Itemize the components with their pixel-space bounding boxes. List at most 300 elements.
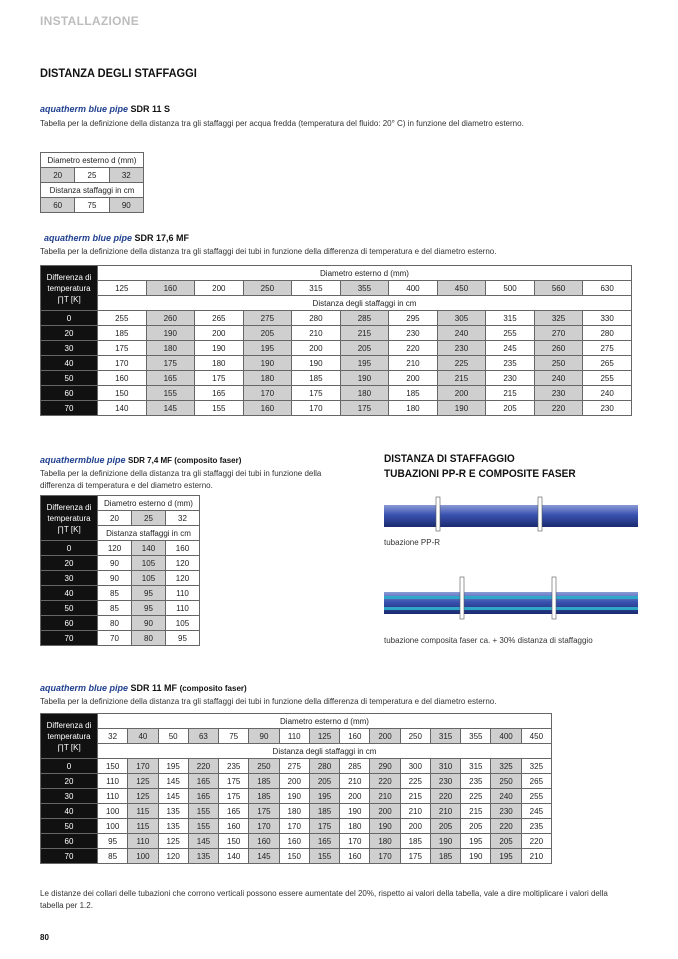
value-cell: 265 bbox=[583, 356, 632, 371]
table-row bbox=[41, 729, 552, 744]
value-cell: 220 bbox=[534, 401, 583, 416]
value-cell: 220 bbox=[188, 759, 218, 774]
value-cell: 105 bbox=[131, 571, 165, 586]
value-cell: 240 bbox=[583, 386, 632, 401]
pipe-stripe bbox=[384, 607, 638, 610]
value-cell: 190 bbox=[340, 371, 389, 386]
value-cell: 95 bbox=[131, 586, 165, 601]
value-cell: 230 bbox=[534, 386, 583, 401]
table-row bbox=[41, 849, 552, 864]
row-header-line: Differenza di bbox=[46, 720, 92, 730]
diam-cell: 500 bbox=[486, 281, 535, 296]
temp-cell: 70 bbox=[41, 849, 98, 864]
temp-cell: 40 bbox=[41, 356, 98, 371]
value-cell: 175 bbox=[400, 849, 430, 864]
sec1-brand: aquatherm blue pipe bbox=[40, 104, 129, 114]
value-cell: 190 bbox=[370, 819, 400, 834]
value-cell: 95 bbox=[131, 601, 165, 616]
value-cell: 260 bbox=[146, 311, 195, 326]
table-row bbox=[41, 744, 552, 759]
value-cell: 185 bbox=[249, 789, 279, 804]
diam-cell: 400 bbox=[491, 729, 521, 744]
value-cell: 190 bbox=[340, 804, 370, 819]
table-row bbox=[41, 371, 632, 386]
value-cell: 135 bbox=[158, 804, 188, 819]
value-cell: 70 bbox=[98, 631, 132, 646]
value-cell: 185 bbox=[292, 371, 341, 386]
value-cell: 235 bbox=[461, 774, 491, 789]
value-cell: 170 bbox=[249, 819, 279, 834]
value-cell: 255 bbox=[486, 326, 535, 341]
table-row bbox=[41, 834, 552, 849]
table-row bbox=[41, 819, 552, 834]
value-cell: 170 bbox=[340, 834, 370, 849]
table-row bbox=[41, 616, 200, 631]
value-cell: 190 bbox=[461, 849, 491, 864]
value-cell: 230 bbox=[583, 401, 632, 416]
value-cell: 295 bbox=[389, 311, 438, 326]
value-cell: 110 bbox=[98, 789, 128, 804]
table-row bbox=[41, 386, 632, 401]
value-cell: 90 bbox=[98, 571, 132, 586]
value-cell: 95 bbox=[165, 631, 199, 646]
value-cell: 85 bbox=[98, 586, 132, 601]
pipe-ppr-illustration bbox=[384, 495, 638, 535]
pipe-ppr bbox=[384, 505, 638, 527]
value-cell: 155 bbox=[309, 849, 339, 864]
value-cell: 90 bbox=[98, 556, 132, 571]
value-cell: 185 bbox=[400, 834, 430, 849]
dist-cell: 90 bbox=[109, 198, 143, 213]
value-cell: 155 bbox=[188, 804, 218, 819]
value-cell: 120 bbox=[158, 849, 188, 864]
value-cell: 120 bbox=[165, 556, 199, 571]
value-cell: 150 bbox=[98, 759, 128, 774]
value-cell: 325 bbox=[521, 759, 551, 774]
value-cell: 160 bbox=[279, 834, 309, 849]
value-cell: 145 bbox=[158, 789, 188, 804]
side-title-line1: DISTANZA DI STAFFAGGIO bbox=[384, 453, 515, 465]
value-cell: 215 bbox=[486, 386, 535, 401]
value-cell: 210 bbox=[521, 849, 551, 864]
temp-cell: 30 bbox=[41, 789, 98, 804]
row-header-line: ∏T [K] bbox=[57, 294, 81, 304]
value-cell: 170 bbox=[243, 386, 292, 401]
temp-cell: 40 bbox=[41, 586, 98, 601]
value-cell: 185 bbox=[98, 326, 147, 341]
value-cell: 255 bbox=[98, 311, 147, 326]
table-row bbox=[41, 804, 552, 819]
value-cell: 250 bbox=[491, 774, 521, 789]
value-cell: 245 bbox=[521, 804, 551, 819]
temp-cell: 60 bbox=[41, 386, 98, 401]
value-cell: 180 bbox=[389, 401, 438, 416]
table-row bbox=[41, 586, 200, 601]
value-cell: 185 bbox=[309, 804, 339, 819]
table-row bbox=[41, 183, 144, 198]
side-title bbox=[384, 452, 576, 482]
row-header-line: temperatura bbox=[47, 513, 91, 523]
value-cell: 195 bbox=[491, 849, 521, 864]
value-cell: 225 bbox=[461, 789, 491, 804]
value-cell: 205 bbox=[486, 401, 535, 416]
sec1-code: SDR 11 S bbox=[130, 104, 171, 114]
table-row bbox=[41, 714, 552, 729]
side-title-line2: TUBAZIONI PP-R E COMPOSITE FASER bbox=[384, 468, 576, 480]
value-cell: 145 bbox=[158, 774, 188, 789]
table-row bbox=[41, 789, 552, 804]
table-row bbox=[41, 571, 200, 586]
value-cell: 160 bbox=[219, 819, 249, 834]
value-cell: 140 bbox=[219, 849, 249, 864]
row-header bbox=[41, 714, 98, 759]
value-cell: 180 bbox=[146, 341, 195, 356]
temp-cell: 50 bbox=[41, 819, 98, 834]
pipe-clamp bbox=[552, 577, 556, 619]
value-cell: 150 bbox=[98, 386, 147, 401]
temp-cell: 0 bbox=[41, 759, 98, 774]
table-row bbox=[41, 341, 632, 356]
value-cell: 235 bbox=[219, 759, 249, 774]
value-cell: 165 bbox=[219, 804, 249, 819]
value-cell: 150 bbox=[219, 834, 249, 849]
temp-cell: 50 bbox=[41, 601, 98, 616]
value-cell: 100 bbox=[98, 804, 128, 819]
value-cell: 300 bbox=[400, 759, 430, 774]
value-cell: 220 bbox=[430, 789, 460, 804]
value-cell: 235 bbox=[521, 819, 551, 834]
table-sdr176mf bbox=[40, 265, 632, 416]
value-cell: 165 bbox=[309, 834, 339, 849]
value-cell: 180 bbox=[243, 371, 292, 386]
value-cell: 190 bbox=[430, 834, 460, 849]
value-cell: 230 bbox=[430, 774, 460, 789]
value-cell: 175 bbox=[219, 789, 249, 804]
value-cell: 210 bbox=[370, 789, 400, 804]
value-cell: 265 bbox=[521, 774, 551, 789]
value-cell: 175 bbox=[98, 341, 147, 356]
value-cell: 190 bbox=[195, 341, 244, 356]
table-row bbox=[41, 401, 632, 416]
value-cell: 175 bbox=[309, 819, 339, 834]
diam-cell: 90 bbox=[249, 729, 279, 744]
temp-cell: 30 bbox=[41, 341, 98, 356]
value-cell: 310 bbox=[430, 759, 460, 774]
value-cell: 225 bbox=[437, 356, 486, 371]
row-header-line: Differenza di bbox=[46, 502, 92, 512]
sec2-code: SDR 17,6 MF bbox=[134, 233, 190, 243]
sec4-heading bbox=[40, 683, 247, 693]
value-cell: 255 bbox=[583, 371, 632, 386]
diam-cell: 50 bbox=[158, 729, 188, 744]
value-cell: 190 bbox=[437, 401, 486, 416]
value-cell: 200 bbox=[340, 789, 370, 804]
row-header-line: ∏T [K] bbox=[57, 524, 81, 534]
sec3-desc bbox=[40, 468, 360, 491]
value-cell: 265 bbox=[195, 311, 244, 326]
section-header: INSTALLAZIONE bbox=[40, 14, 140, 28]
value-cell: 205 bbox=[309, 774, 339, 789]
diam-cell: 450 bbox=[521, 729, 551, 744]
temp-cell: 40 bbox=[41, 804, 98, 819]
diam-cell: 250 bbox=[400, 729, 430, 744]
value-cell: 270 bbox=[534, 326, 583, 341]
value-cell: 110 bbox=[128, 834, 158, 849]
value-cell: 170 bbox=[128, 759, 158, 774]
value-cell: 325 bbox=[534, 311, 583, 326]
pipe-clamp bbox=[436, 497, 440, 531]
dist-header: Distanza degli staffaggi in cm bbox=[98, 296, 632, 311]
diam-cell: 560 bbox=[534, 281, 583, 296]
sec3-desc-line2: differenza di temperatura e del diametro esterno. bbox=[40, 480, 213, 490]
value-cell: 85 bbox=[98, 601, 132, 616]
value-cell: 100 bbox=[98, 819, 128, 834]
value-cell: 280 bbox=[292, 311, 341, 326]
value-cell: 275 bbox=[243, 311, 292, 326]
table-row bbox=[41, 774, 552, 789]
diam-cell: 40 bbox=[128, 729, 158, 744]
dist-header: Distanza degli staffaggi in cm bbox=[98, 744, 552, 759]
row-header-line: temperatura bbox=[47, 731, 91, 741]
diam-cell: 110 bbox=[279, 729, 309, 744]
temp-cell: 60 bbox=[41, 616, 98, 631]
value-cell: 215 bbox=[340, 326, 389, 341]
table-row bbox=[41, 266, 632, 281]
sec2-brand: aquatherm blue pipe bbox=[44, 233, 133, 243]
diam-cell: 160 bbox=[146, 281, 195, 296]
value-cell: 220 bbox=[370, 774, 400, 789]
value-cell: 180 bbox=[370, 834, 400, 849]
temp-cell: 30 bbox=[41, 571, 98, 586]
value-cell: 285 bbox=[340, 759, 370, 774]
dist-header: Distanza staffaggi in cm bbox=[41, 183, 144, 198]
value-cell: 200 bbox=[279, 774, 309, 789]
value-cell: 330 bbox=[583, 311, 632, 326]
diam-header: Diametro esterno d (mm) bbox=[98, 496, 200, 511]
diam-cell: 400 bbox=[389, 281, 438, 296]
table-row bbox=[41, 153, 144, 168]
pipe-faser-illustration bbox=[384, 575, 638, 621]
value-cell: 185 bbox=[389, 386, 438, 401]
value-cell: 200 bbox=[400, 819, 430, 834]
value-cell: 155 bbox=[146, 386, 195, 401]
sec4-desc: Tabella per la definizione della distanza tra gli staffaggi dei tubi in funzione della differenza di temperatura e del diametro esterno. bbox=[40, 697, 497, 706]
diam-cell: 32 bbox=[109, 168, 143, 183]
diam-cell: 75 bbox=[219, 729, 249, 744]
value-cell: 255 bbox=[521, 789, 551, 804]
value-cell: 230 bbox=[437, 341, 486, 356]
value-cell: 170 bbox=[279, 819, 309, 834]
value-cell: 175 bbox=[195, 371, 244, 386]
diam-cell: 315 bbox=[430, 729, 460, 744]
value-cell: 105 bbox=[165, 616, 199, 631]
sec4-code: SDR 11 MF bbox=[130, 683, 178, 693]
value-cell: 205 bbox=[340, 341, 389, 356]
diam-cell: 630 bbox=[583, 281, 632, 296]
value-cell: 250 bbox=[249, 759, 279, 774]
dist-cell: 60 bbox=[41, 198, 75, 213]
value-cell: 155 bbox=[195, 401, 244, 416]
value-cell: 210 bbox=[340, 774, 370, 789]
value-cell: 185 bbox=[249, 774, 279, 789]
table-row bbox=[41, 326, 632, 341]
value-cell: 80 bbox=[131, 631, 165, 646]
table-row bbox=[41, 281, 632, 296]
value-cell: 170 bbox=[370, 849, 400, 864]
caption-faser: tubazione composita faser ca. + 30% distanza di staffaggio bbox=[384, 636, 593, 645]
diam-cell: 63 bbox=[188, 729, 218, 744]
value-cell: 165 bbox=[195, 386, 244, 401]
value-cell: 90 bbox=[131, 616, 165, 631]
value-cell: 155 bbox=[188, 819, 218, 834]
temp-cell: 20 bbox=[41, 556, 98, 571]
temp-cell: 0 bbox=[41, 311, 98, 326]
temp-cell: 0 bbox=[41, 541, 98, 556]
value-cell: 200 bbox=[292, 341, 341, 356]
value-cell: 220 bbox=[521, 834, 551, 849]
value-cell: 185 bbox=[430, 849, 460, 864]
value-cell: 215 bbox=[461, 804, 491, 819]
diam-cell: 355 bbox=[461, 729, 491, 744]
temp-cell: 70 bbox=[41, 401, 98, 416]
value-cell: 215 bbox=[400, 789, 430, 804]
value-cell: 280 bbox=[583, 326, 632, 341]
page-title: DISTANZA DEGLI STAFFAGGI bbox=[40, 66, 197, 80]
value-cell: 250 bbox=[534, 356, 583, 371]
diam-cell: 25 bbox=[131, 511, 165, 526]
table-row bbox=[41, 198, 144, 213]
page-number: 80 bbox=[40, 933, 49, 942]
row-header-line: Differenza di bbox=[46, 272, 92, 282]
value-cell: 220 bbox=[491, 819, 521, 834]
temp-cell: 60 bbox=[41, 834, 98, 849]
temp-cell: 20 bbox=[41, 326, 98, 341]
table-row bbox=[41, 601, 200, 616]
pipe-stripe bbox=[384, 596, 638, 599]
table-sdr11mf bbox=[40, 713, 552, 864]
pipe-clamp bbox=[460, 577, 464, 619]
value-cell: 180 bbox=[195, 356, 244, 371]
value-cell: 215 bbox=[437, 371, 486, 386]
value-cell: 120 bbox=[98, 541, 132, 556]
sec4-brand: aquatherm blue pipe bbox=[40, 683, 129, 693]
footnote: Le distanze dei collari delle tubazioni che corrono verticali possono essere aumentate del 20%, rispetto ai valori della tabella, vale a dire moltiplicare i valori della tabella per 1.2. bbox=[40, 889, 608, 910]
value-cell: 145 bbox=[188, 834, 218, 849]
value-cell: 150 bbox=[279, 849, 309, 864]
table-sdr74mf bbox=[40, 495, 200, 646]
value-cell: 285 bbox=[340, 311, 389, 326]
sec1-heading bbox=[40, 104, 170, 114]
value-cell: 145 bbox=[146, 401, 195, 416]
sec4-code2: (composito faser) bbox=[179, 684, 247, 693]
value-cell: 190 bbox=[279, 789, 309, 804]
diam-header: Diametro esterno d (mm) bbox=[98, 266, 632, 281]
value-cell: 100 bbox=[128, 849, 158, 864]
value-cell: 200 bbox=[195, 326, 244, 341]
value-cell: 190 bbox=[292, 356, 341, 371]
value-cell: 325 bbox=[491, 759, 521, 774]
sec1-desc: Tabella per la definizione della distanza tra gli staffaggi per acqua fredda (temperatura del fluido: 20° C) in funzione del diametro esterno. bbox=[40, 119, 524, 128]
value-cell: 110 bbox=[165, 601, 199, 616]
value-cell: 140 bbox=[98, 401, 147, 416]
table-row bbox=[41, 168, 144, 183]
value-cell: 180 bbox=[340, 819, 370, 834]
value-cell: 230 bbox=[491, 804, 521, 819]
value-cell: 175 bbox=[219, 774, 249, 789]
value-cell: 260 bbox=[534, 341, 583, 356]
diam-cell: 450 bbox=[437, 281, 486, 296]
value-cell: 175 bbox=[292, 386, 341, 401]
value-cell: 235 bbox=[486, 356, 535, 371]
value-cell: 275 bbox=[279, 759, 309, 774]
pipe-clamp bbox=[538, 497, 542, 531]
value-cell: 135 bbox=[188, 849, 218, 864]
value-cell: 145 bbox=[249, 849, 279, 864]
diam-cell: 125 bbox=[98, 281, 147, 296]
value-cell: 195 bbox=[309, 789, 339, 804]
diam-cell: 20 bbox=[98, 511, 132, 526]
value-cell: 160 bbox=[243, 401, 292, 416]
value-cell: 160 bbox=[249, 834, 279, 849]
value-cell: 95 bbox=[98, 834, 128, 849]
dist-cell: 75 bbox=[75, 198, 109, 213]
table-row bbox=[41, 356, 632, 371]
table-row bbox=[41, 311, 632, 326]
table-row bbox=[41, 759, 552, 774]
value-cell: 170 bbox=[98, 356, 147, 371]
value-cell: 175 bbox=[340, 401, 389, 416]
table-sdr11s bbox=[40, 152, 144, 213]
value-cell: 110 bbox=[165, 586, 199, 601]
value-cell: 205 bbox=[491, 834, 521, 849]
value-cell: 80 bbox=[98, 616, 132, 631]
value-cell: 240 bbox=[437, 326, 486, 341]
row-header bbox=[41, 266, 98, 311]
value-cell: 210 bbox=[292, 326, 341, 341]
value-cell: 140 bbox=[131, 541, 165, 556]
table-row bbox=[41, 496, 200, 511]
diam-header: Diametro esterno d (mm) bbox=[41, 153, 144, 168]
row-header-line: temperatura bbox=[47, 283, 91, 293]
caption-ppr: tubazione PP-R bbox=[384, 538, 441, 547]
value-cell: 210 bbox=[400, 804, 430, 819]
temp-cell: 20 bbox=[41, 774, 98, 789]
pipe-faser bbox=[384, 592, 638, 614]
value-cell: 245 bbox=[486, 341, 535, 356]
value-cell: 180 bbox=[279, 804, 309, 819]
sec3-code: SDR 7,4 MF (composito faser) bbox=[128, 456, 242, 465]
temp-cell: 70 bbox=[41, 631, 98, 646]
value-cell: 200 bbox=[437, 386, 486, 401]
value-cell: 195 bbox=[158, 759, 188, 774]
value-cell: 115 bbox=[128, 804, 158, 819]
value-cell: 195 bbox=[243, 341, 292, 356]
diam-cell: 355 bbox=[340, 281, 389, 296]
value-cell: 160 bbox=[340, 849, 370, 864]
diam-cell: 315 bbox=[292, 281, 341, 296]
value-cell: 240 bbox=[534, 371, 583, 386]
value-cell: 275 bbox=[583, 341, 632, 356]
diam-cell: 25 bbox=[75, 168, 109, 183]
value-cell: 175 bbox=[249, 804, 279, 819]
sec3-desc-line1: Tabella per la definizione della distanza tra gli staffaggi dei tubi in funzione della bbox=[40, 469, 322, 478]
value-cell: 230 bbox=[486, 371, 535, 386]
value-cell: 125 bbox=[158, 834, 188, 849]
value-cell: 125 bbox=[128, 789, 158, 804]
value-cell: 305 bbox=[437, 311, 486, 326]
value-cell: 210 bbox=[389, 356, 438, 371]
value-cell: 205 bbox=[243, 326, 292, 341]
